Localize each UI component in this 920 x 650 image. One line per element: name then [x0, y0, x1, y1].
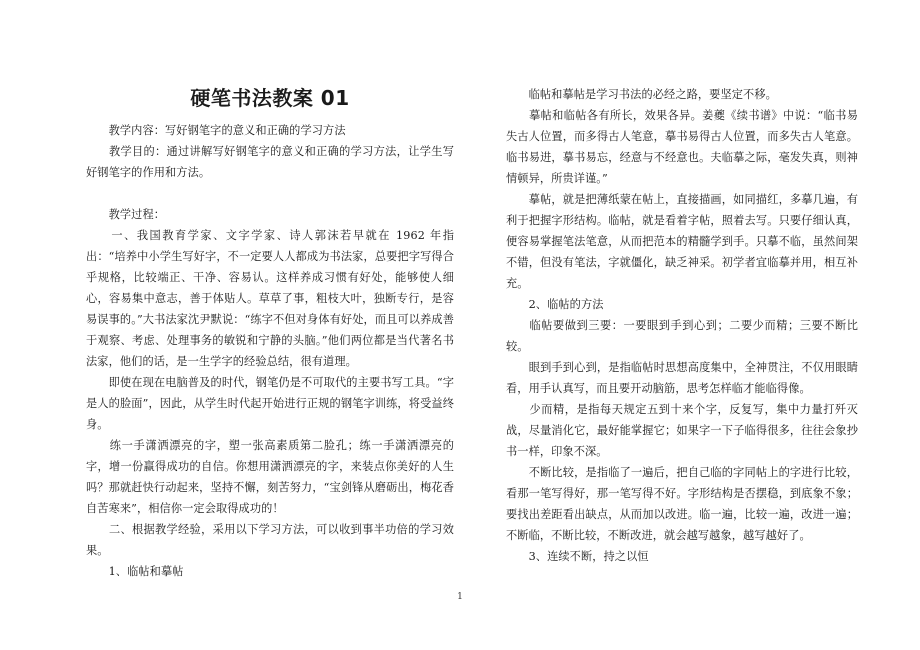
paragraph: 1、临帖和摹帖 — [86, 565, 184, 578]
paragraph: 教学过程： — [86, 208, 166, 221]
paragraph: 一、我国教育学家、文字学家、诗人郭沫若早就在 1962 年指出：“培养中小学生写好字，不一定要人人都成为书法家，总要把字写得合乎规格，比较端正、干净、容易认。这样养成习惯有好处，能够使人细心，容易集中意志，善于体贴人。草草了事，粗枝大叶，独断专行，是容易误事的。”大书法家沈尹默说：“练字不但对身体有好处，而且可以养成善于观察、考虑、处理事务的敏锐和宁静的头脑。”他们两位都是当代著名书法家，他们的话，是一生学字的经验总结，很有道理。 — [86, 229, 454, 368]
paragraph: 少而精，是指每天规定五到十来个字，反复写，集中力量打歼灭战，尽量消化它，最好能掌握它；如果字一下子临得很多，往往会象抄书一样，印象不深。 — [506, 403, 858, 458]
paragraph: 3、连续不断，持之以恒 — [506, 550, 649, 563]
paragraph: 2、临帖的方法 — [506, 298, 604, 311]
paragraph: 摹帖和临帖各有所长，效果各异。姜夔《续书谱》中说：“临书易失古人位置，而多得古人笔意，摹书易得古人位置，而多失古人笔意。临书易进，摹书易忘，经意与不经意也。夫临摹之际，毫发失真，则神情顿异，所贵详谨。” — [506, 109, 858, 185]
blank-line — [86, 183, 454, 204]
paragraph: 二、根据教学经验，采用以下学习方法，可以收到事半功倍的学习效果。 — [86, 523, 454, 557]
left-column — [86, 120, 454, 582]
paragraph: 临帖要做到三要：一要眼到手到心到；二要少而精；三要不断比较。 — [506, 319, 858, 353]
paragraph: 教学内容：写好钢笔字的意义和正确的学习方法 — [86, 124, 346, 137]
paragraph: 临帖和摹帖是学习书法的必经之路，要坚定不移。 — [506, 88, 777, 101]
right-column — [506, 84, 858, 567]
page-number: 1 — [457, 592, 463, 602]
paragraph: 教学目的：通过讲解写好钢笔字的意义和正确的学习方法，让学生写好钢笔字的作用和方法。 — [86, 145, 454, 179]
paragraph: 不断比较，是指临了一遍后，把自己临的字同帖上的字进行比较，看那一笔写得好，那一笔写得不好。字形结构是否摆稳，到底象不象；要找出差距看出缺点，从而加以改进。临一遍，比较一遍，改进一遍；不断临，不断比较，不断改进，就会越写越象，越写越好了。 — [506, 466, 858, 542]
document-title: 硬笔书法教案 01 — [190, 86, 350, 110]
paragraph: 眼到手到心到，是指临帖时思想高度集中，全神贯注，不仅用眼睛看，用手认真写，而且要开动脑筋，思考怎样临才能临得像。 — [506, 361, 858, 395]
paragraph: 即使在现在电脑普及的时代，钢笔仍是不可取代的主要书写工具。“字是人的脸面”，因此，从学生时代起开始进行正规的钢笔字训练，将受益终身。 — [86, 376, 454, 431]
paragraph: 摹帖，就是把薄纸蒙在帖上，直接描画，如同描红，多摹几遍，有利于把握字形结构。临帖，就是看着字帖，照着去写。只要仔细认真，便容易掌握笔法笔意，从而把范本的精髓学到手。只摹不临，虽然间架不错，但没有笔法，字就僵化，缺乏神采。初学者宜临摹并用，相互补充。 — [506, 193, 858, 290]
paragraph: 练一手潇洒漂亮的字，塑一张高素质第二脸孔；练一手潇洒漂亮的字，增一份赢得成功的自信。你想用潇洒漂亮的字，来装点你美好的人生吗？那就赶快行动起来，坚持不懈，刻苦努力，“宝剑锋从磨砺出，梅花香自苦寒来”，相信你一定会取得成功的！ — [86, 439, 454, 515]
